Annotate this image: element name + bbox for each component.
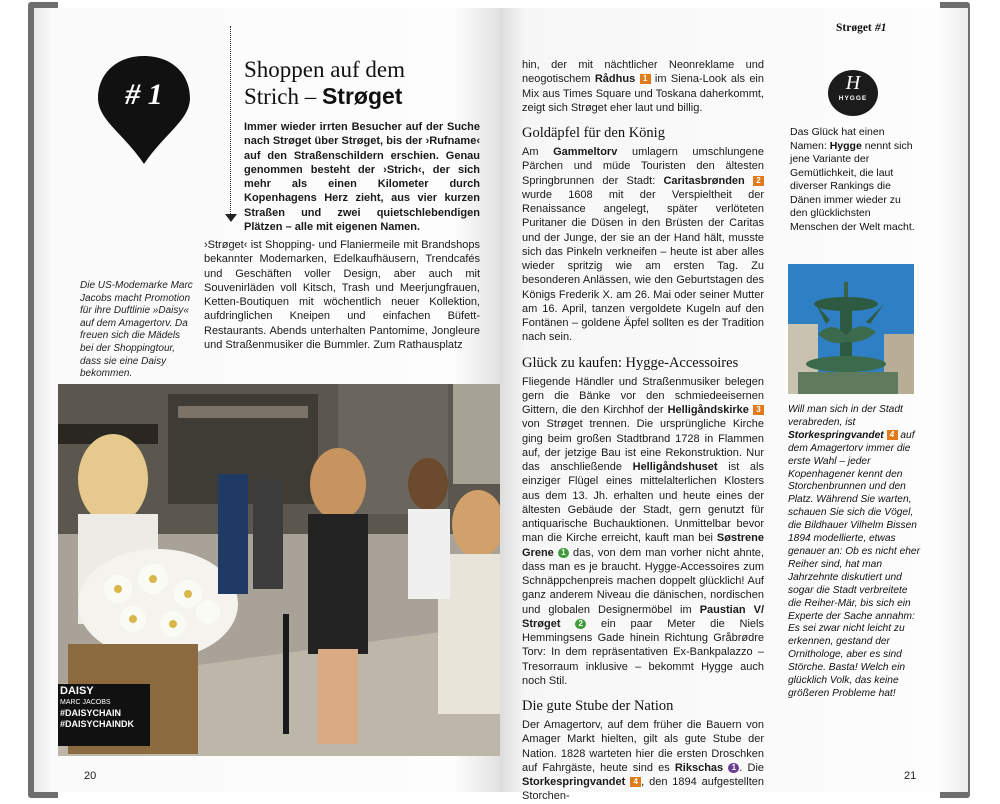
main-column: [522, 58, 764, 804]
section-heading: Die gute Stube der Nation: [522, 698, 674, 714]
chapter-title-line2: Strich – Strøget: [244, 83, 403, 109]
photo-sign-line: #DAISYCHAINDK: [60, 719, 135, 729]
section-paragraph: Der Amagertorv, auf dem früher die Bauern von Amager Markt hielten, gilt als gute Stube der Nation. 1828 warteten hier die ersten Droschken auf Fahrgäste, heute sind es Rikschas 1 . Die Storkespringvandet 4 , den 1894 aufgestellten Storchen-: [522, 719, 765, 803]
dotted-divider: [230, 26, 231, 216]
section-heading: Glück zu kaufen: Hygge-Accessoires: [522, 354, 739, 371]
map-marker: 1: [728, 763, 739, 773]
hygge-badge-word: HYGGE: [838, 95, 868, 102]
map-marker: 2: [753, 176, 764, 186]
hygge-sidebar: Das Glück hat einen Namen: Hygge nennt sich jene Variante der Gemütlichkeit, die laut diverser Rankings die Dänen immer wieder zu den glücklichsten Menschen der Welt macht.: [790, 126, 915, 233]
photo-sign-line: DAISY: [60, 685, 94, 697]
intro-paragraph: hin, der mit nächtlicher Neonreklame und neogotischem Rådhus 1 im Siena-Look als ein Mix aus Times Square und Toskana daherkommt, zeigt sich Strøget eher laut und billig.: [522, 59, 764, 114]
map-marker: 3: [753, 405, 764, 415]
arrow-down-icon: [225, 214, 237, 222]
photo-sign-text: [60, 686, 150, 730]
chapter-title-line1: Shoppen auf dem: [244, 57, 405, 82]
stork-fountain-photo: [788, 264, 914, 394]
street-photo: [58, 384, 500, 756]
body-paragraph: ›Strøget‹ ist Shopping- und Flaniermeile mit Brandshops bekannter Modemarken, Edelkaufhäusern, Trendcafés und Geschäften voller Design, aber auch mit Souvenirläden voll Kitsch, Trash und Meerjungfrauen, Ketten-Boutiquen mit wöchentlich neuer Kollektion, aufdringlichen Kneipen und einfachen Büfett-Restaurants. Abends unterhalten Pantomime, Jongleure und Straßenmusiker die Bummler. Zum Rathausplatz: [204, 239, 480, 352]
lead-paragraph: Immer wieder irrten Besucher auf der Suche nach Strøget über Strøget, bis der ›Rufname‹ auf den Straßenschildern erschien. Genau genommen besteht der ›Strich‹, der sich mehr als einen Kilometer durch Kopenhagens Herz zieht, aus vier kurzen Straßen und zwei quietschlebendigen Plätzen – alle mit eigenen Namen.: [244, 121, 480, 234]
page-number: 20: [84, 770, 97, 782]
right-page: [500, 8, 968, 803]
hygge-badge-letter: H: [845, 72, 861, 94]
map-marker: 2: [575, 619, 586, 629]
fountain-caption: Will man sich in der Stadt verabreden, ist Storkespringvandet 4 auf dem Amagertorv immer die erste Wahl – jeder Kopenhagener kennt den Storchenbrunnen und den Platz. Während Sie warten, schauen Sie sich die Vögel, die Bildhauer Vilhelm Bissen 1894 modellierte, etwas genauer an: Ob es nicht eher Reiher sind, hat man Jahrzehnte diskutiert und sogar die Stadt verbreitete die Reiher-Mär, bis sich ein Experte der Sache annahm: Es sei zwar nicht leicht zu erkennen, gestand der Ornithologe, aber es sind Störche. Basta! Welch ein glücklich Volk, das keine größeren Probleme hat!: [788, 404, 920, 699]
map-marker: 4: [887, 430, 898, 440]
photo-sign-line: MARC JACOBS: [60, 699, 111, 706]
map-marker: 1: [558, 548, 569, 558]
highlight-number: # 1: [125, 78, 163, 111]
map-marker: 1: [640, 74, 651, 84]
page-number: 21: [904, 770, 917, 782]
photo-caption: Die US-Modemarke Marc Jacobs macht Promotion für ihre Duftlinie »Daisy« auf dem Amagertorv. Da freuen sich die Mädels bei der Shoppingtour, dass sie eine Daisy bekommen.: [80, 280, 193, 380]
section-paragraph: Fliegende Händler und Straßenmusiker belegen gern die Bänke vor den schmiedeeisernen Gittern, die den Kirchhof der Helligåndskirke 3 von Strøget trennen. Die ursprüngliche Kirche ging beim großen Stadtbrand 1728 in Flammen auf, der jetzige Bau ist eine Rekonstruktion. Nur das anschließende Helligåndshuset ist als einziger Flügel eines mittelalterlichen Klosters aus dem 13. Jh. erhalten und heute eines der ältesten Gebäude der Stadt, gern genutzt für antiquarische Buchauktionen. Unmittelbar bevor man die Kirche erreicht, kauft man bei Søstrene Grene 1 das, von dem man vorher nicht ahnte, dass man es je braucht. Hygge-Accessoires zum Schnäppchenpreis machen doppelt glücklich! Auf ganz anderem Niveau die dänischen, nordischen und globalen Designermöbel im Paustian V/ Strøget 2 ein paar Meter die Niels Hemmingsens Gade hinein Richtung Gråbrødre Torv: In dem repräsentativen Ex-Bankpalazzo – Tresorraum inklusive – bekommt Hygge auch noch Stil.: [522, 375, 765, 687]
section-paragraph: Am Gammeltorv umlagern umschlungene Pärchen und müde Touristen den ältesten Springbrunnen der Stadt: Caritasbrønden 2 wurde 1608 mit der Verspieltheit der Renaissance angelegt, später verlöteten Puritaner die Düsen in den Brüsten der Caritas und der Junge, der sie an der Hand hält, musste sich das Pinkeln verkneifen – heute ist aber alles wieder spritzig wie am ersten Tag. Zu besonderen Anlässen, wie den Geburtstagen des Königs Frederik X. am 26. Mai oder seiner Mutter am 16. April, tanzen vergoldete Kugeln auf den Fontänen – goldene Äpfel sollten es der Tradition nach sein.: [522, 146, 764, 344]
map-marker: 4: [630, 777, 641, 787]
photo-sign-line: #DAISYCHAIN: [60, 708, 122, 718]
running-head: Strøget #1: [836, 22, 887, 34]
left-page: [34, 8, 500, 792]
section-heading: Goldäpfel für den König: [522, 125, 665, 141]
